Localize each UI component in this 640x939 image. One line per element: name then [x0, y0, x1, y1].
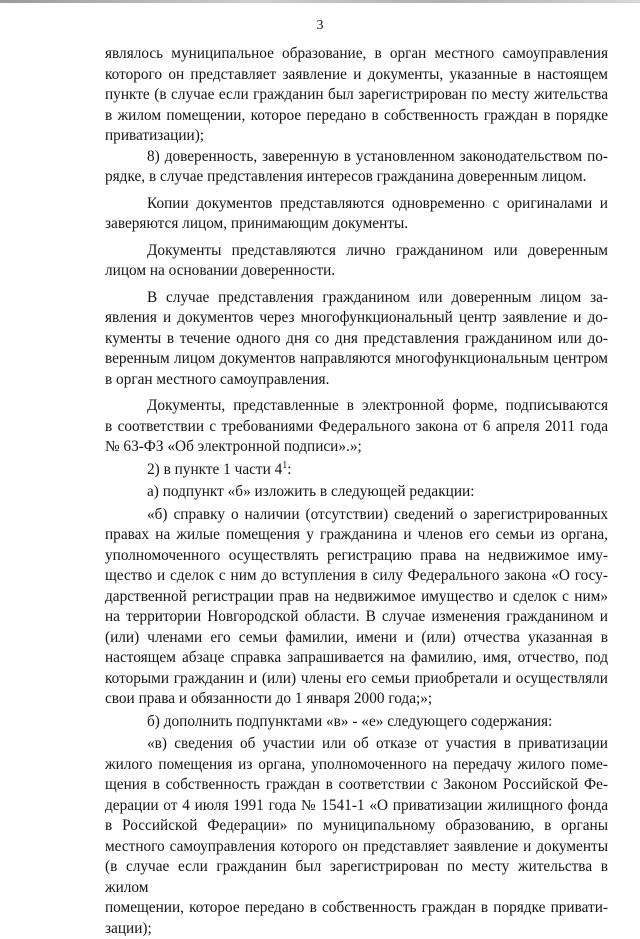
text-line: которыми гражданин и (или) члены его семьи приобретали и осуществляли [105, 669, 608, 690]
text-line: дарственной регистрации прав на недвижимое имущество и сделок с ним» [105, 587, 608, 608]
point-2-text: 2) в пункте 1 части 4 [147, 461, 282, 478]
document-body [105, 44, 608, 939]
paragraph-personal-submission [105, 241, 608, 282]
text-line: веренным лицом документов направляются многофункциональным центром [105, 349, 608, 370]
subpoint-b-heading: б) дополнить подпунктами «в» - «е» следующего содержания: [105, 712, 608, 733]
text-line: в орган местного самоуправления. [105, 370, 608, 391]
text-line: «в) сведения об участии или об отказе от участия в приватизации [105, 734, 608, 755]
text-line: местного самоуправления которого он представляет заявление и документы [105, 837, 608, 858]
text-line: № 63-ФЗ «Об электронной подписи».»; [105, 437, 608, 458]
text-line: пункте (в случае если гражданин был зарегистрирован по месту жительства [105, 85, 608, 106]
text-line: которого он представляет заявление и документы, указанные в настоящем [105, 65, 608, 86]
text-line: уполномоченного осуществлять регистрацию права на недвижимое иму- [105, 546, 608, 567]
text-line: приватизации); [105, 126, 608, 147]
paragraph-copies [105, 194, 608, 235]
text-line: в Российской Федерации» по муниципальному образованию, в органы [105, 816, 608, 837]
text-line: Документы, представленные в электронной форме, подписываются [105, 396, 608, 417]
text-line: (в случае если гражданин был зарегистрирован по месту жительства в жилом [105, 857, 608, 898]
point-2-colon: : [287, 461, 291, 478]
point-2-heading [105, 460, 608, 481]
text-line: щения в собственность граждан в соответствии с Законом Российской Фе- [105, 775, 608, 796]
text-line: В случае представления гражданином или доверенным лицом за- [105, 288, 608, 309]
text-line: помещении, которое передано в собственность граждан в порядке привати- [105, 898, 608, 919]
text-line: Копии документов представляются одновременно с оригиналами и [105, 194, 608, 215]
subpoint-a-heading: а) подпункт «б» изложить в следующей редакции: [105, 482, 608, 503]
text-line: настоящем абзаце справка запрашивается на фамилию, имя, отчество, под [105, 648, 608, 669]
scan-edge [0, 0, 640, 3]
text-line: являлось муниципальное образование, в орган местного самоуправления [105, 44, 608, 65]
paragraph-subpoint-b-certificate [105, 505, 608, 710]
text-line: 8) доверенность, заверенную в установленном законодательством по- [105, 147, 608, 168]
paragraph-item-8 [105, 147, 608, 188]
text-line: дерации от 4 июля 1991 года № 1541-1 «О приватизации жилищного фонда [105, 796, 608, 817]
text-line: жилого помещения из органа, уполномоченного на передачу жилого поме- [105, 755, 608, 776]
text-line: щество и сделок с ним до вступления в силу Федерального закона «О госу- [105, 566, 608, 587]
text-line: заверяются лицом, принимающим документы. [105, 214, 608, 235]
text-line: свои права и обязанности до 1 января 2000 года;»; [105, 689, 608, 710]
text-line: лицом на основании доверенности. [105, 261, 608, 282]
part-superscript: 1 [282, 460, 287, 471]
text-line: зации); [105, 919, 608, 939]
text-line: на территории Новгородской области. В случае изменения гражданином и [105, 607, 608, 628]
text-line: в жилом помещении, которое передано в собственность граждан в порядке [105, 106, 608, 127]
text-line: правах на жилые помещения у гражданина и членов его семьи из органа, [105, 525, 608, 546]
paragraph-electronic [105, 396, 608, 458]
paragraph-mfc [105, 288, 608, 391]
text-line: явления и документов через многофункциональный центр заявление и до- [105, 308, 608, 329]
text-line: Документы представляются лично гражданином или доверенным [105, 241, 608, 262]
paragraph-subpoint-v-privatization [105, 734, 608, 939]
page-number: 3 [0, 18, 640, 34]
text-line: «б) справку о наличии (отсутствии) сведений о зарегистрированных [105, 505, 608, 526]
paragraph-continuation [105, 44, 608, 147]
text-line: кументы в течение одного дня со дня представления гражданином или до- [105, 329, 608, 350]
text-line: рядке, в случае представления интересов гражданина доверенным лицом. [105, 167, 608, 188]
text-line: (или) членами его семьи фамилии, имени и (или) отчества указанная в [105, 628, 608, 649]
text-line: в соответствии с требованиями Федерального закона от 6 апреля 2011 года [105, 417, 608, 438]
